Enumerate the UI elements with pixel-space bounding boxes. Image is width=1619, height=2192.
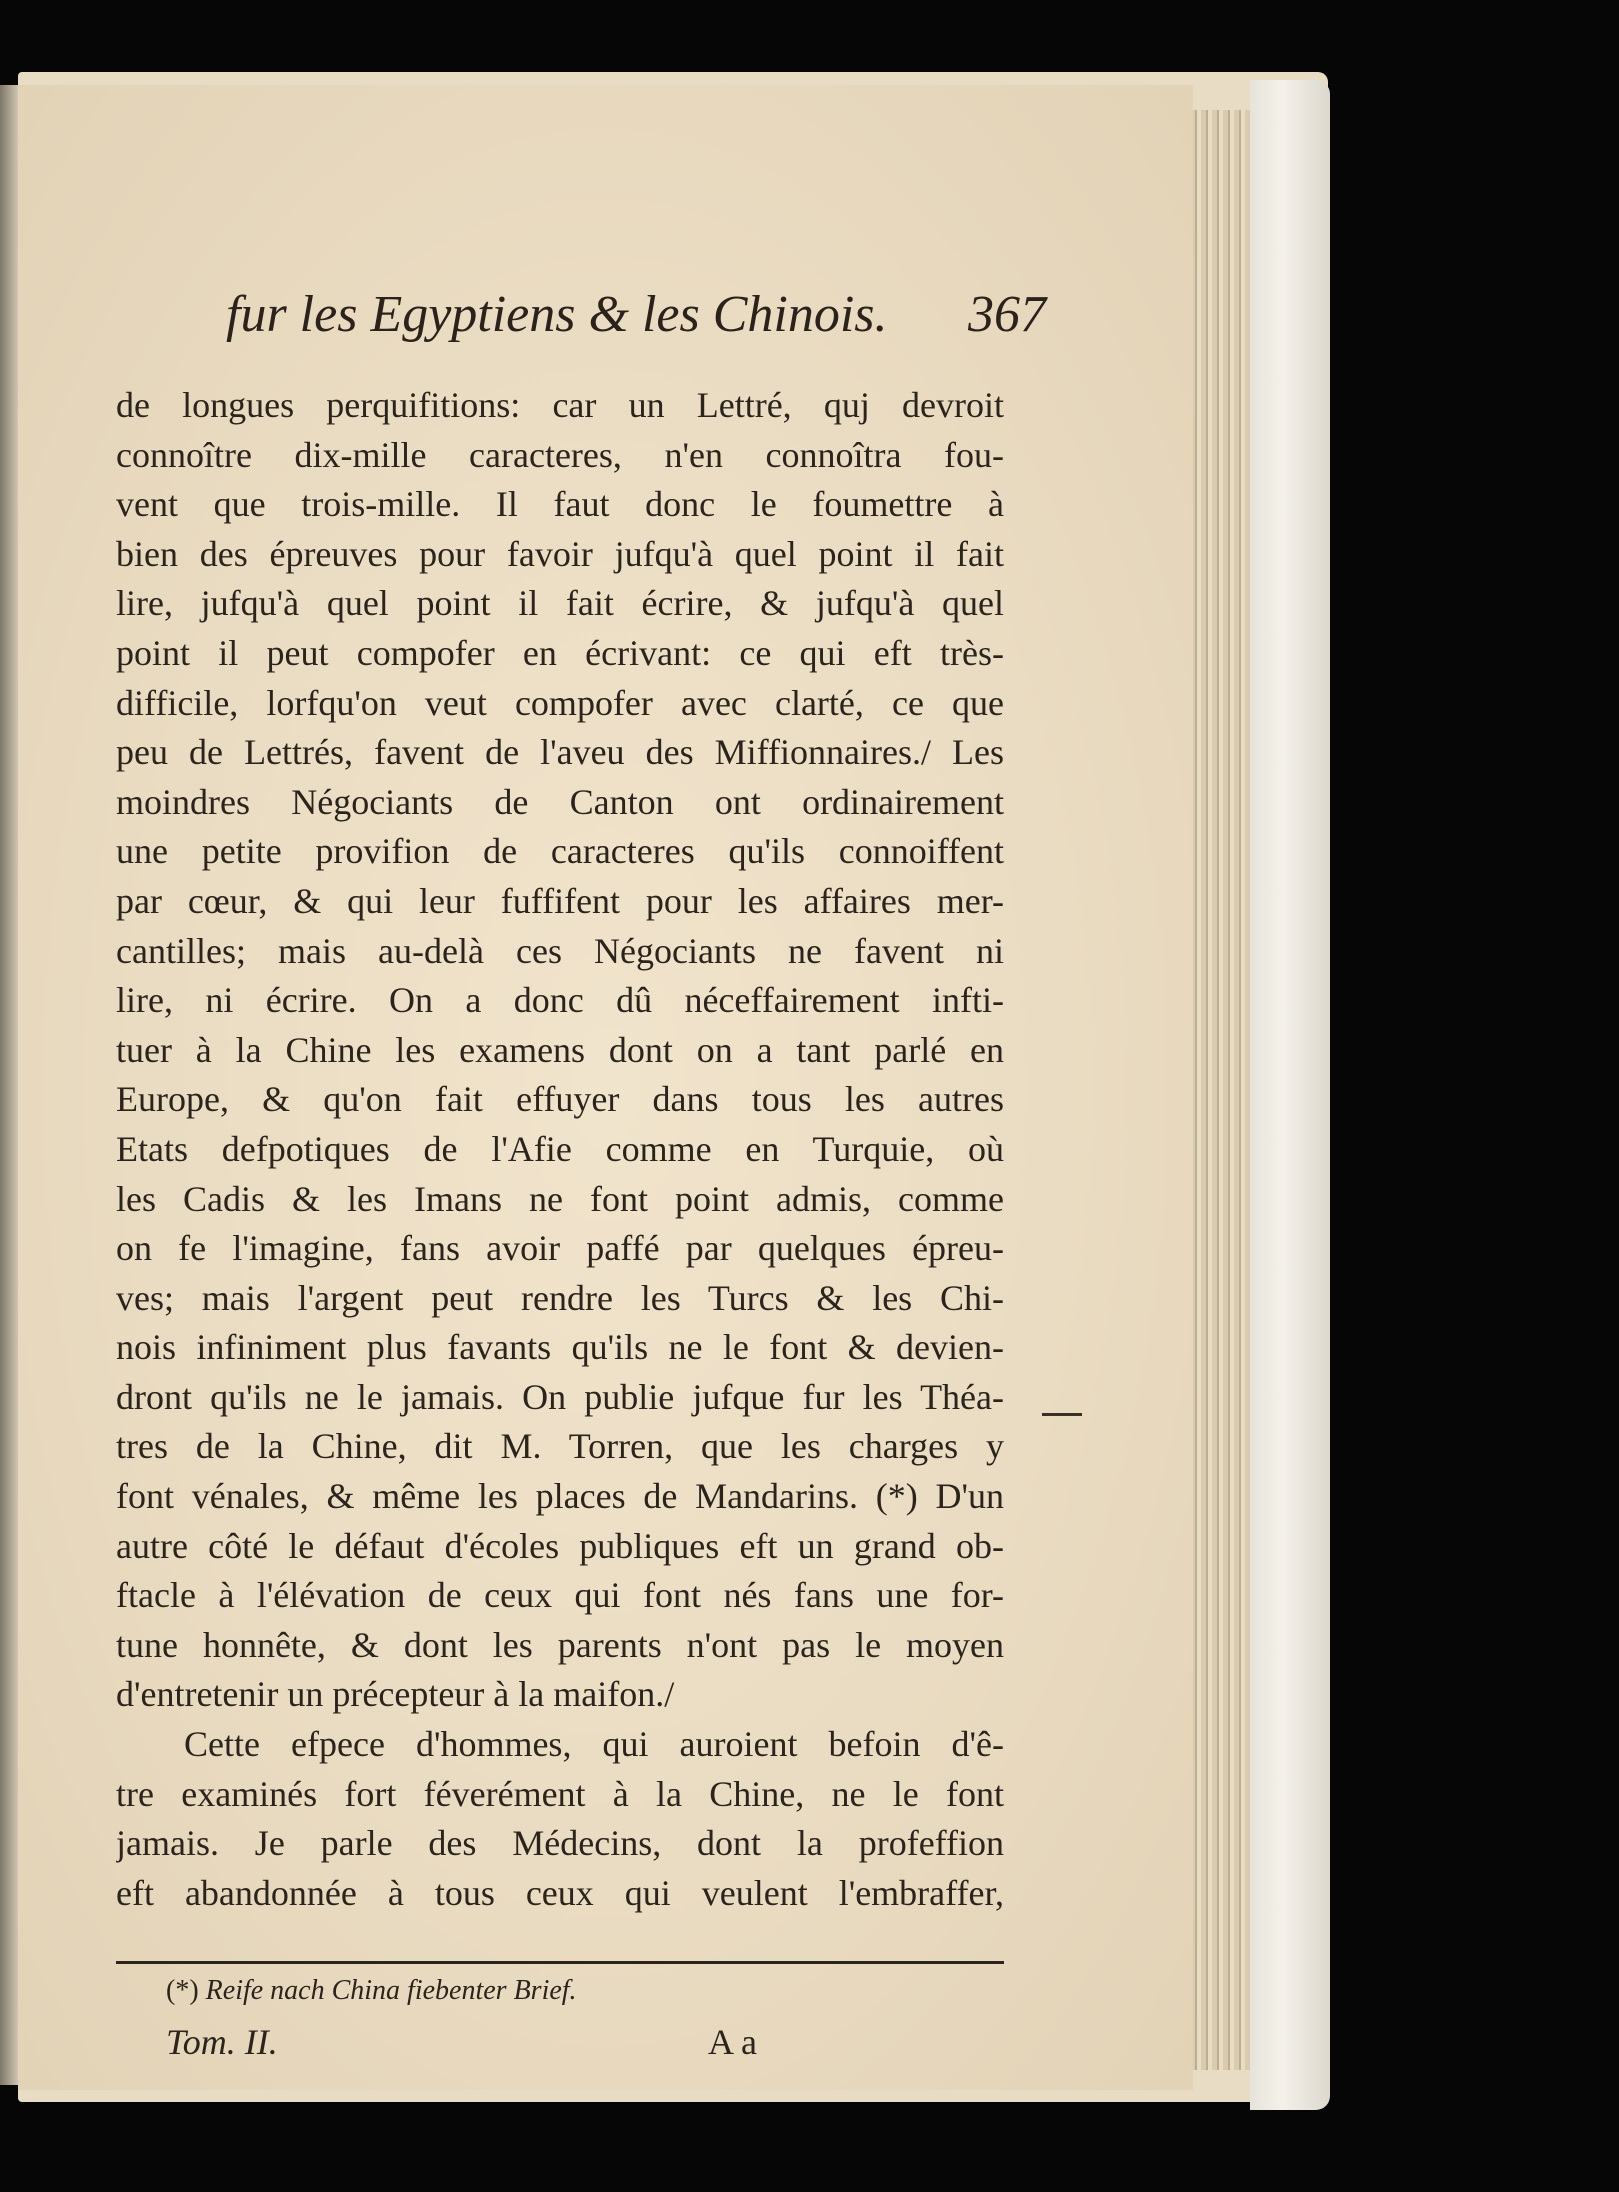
volume-signature: Tom. II. [166,2022,278,2062]
running-title: fur les Egyptiens & les Chinois. [226,286,888,343]
text-line: autre côté le défaut d'écoles publiques eft un grand ob- [116,1525,1004,1566]
text-line: Cette efpece d'hommes, qui auroient befoin d'ê- [184,1724,1004,1765]
text-line: lire, jufqu'à quel point il fait écrire, & jufqu'à quel [116,583,1004,624]
page-number: 367 [968,286,1046,343]
footnote [166,1975,577,2007]
text-line: font vénales, & même les places de Mandarins. (*) D'un [116,1476,1004,1517]
text-line: les Cadis & les Imans ne font point admis, comme [116,1178,1004,1219]
text-line: nois infiniment plus favants qu'ils ne le font & devien- [116,1327,1004,1368]
margin-mark [1042,1413,1082,1416]
text-line: moindres Négociants de Canton ont ordinairement [116,781,1004,822]
text-line: on fe l'imagine, fans avoir paffé par quelques épreu- [116,1228,1004,1269]
facing-page-edge [0,85,18,2085]
page-header [226,285,1046,355]
page [18,85,1193,2090]
text-line: par cœur, & qui leur fuffifent pour les affaires mer- [116,880,1004,921]
text-line: ftacle à l'élévation de ceux qui font nés fans une for- [116,1575,1004,1616]
text-line: tuer à la Chine les examens dont on a tant parlé en [116,1029,1004,1070]
text-line: eft abandonnée à tous ceux qui veulent l'embraffer, [116,1872,1004,1913]
text-line: point il peut compofer en écrivant: ce qui eft très- [116,632,1004,673]
text-line: bien des épreuves pour favoir jufqu'à quel point il fait [116,533,1004,574]
body-text [116,381,1004,1918]
text-line: tres de la Chine, dit M. Torren, que les charges y [116,1426,1004,1467]
text-line: vent que trois-mille. Il faut donc le foumettre à [116,484,1004,525]
text-line: difficile, lorfqu'on veut compofer avec clarté, ce que [116,682,1004,723]
text-line: Etats defpotiques de l'Afie comme en Turquie, où [116,1128,1004,1169]
text-line: Europe, & qu'on fait effuyer dans tous les autres [116,1079,1004,1120]
text-line: connoître dix-mille caracteres, n'en connoîtra fou- [116,434,1004,475]
signature-mark: A a [708,2022,757,2062]
text-line: tune honnête, & dont les parents n'ont pas le moyen [116,1624,1004,1665]
text-line: lire, ni écrire. On a donc dû néceffairement infti- [116,980,1004,1021]
footnote-marker: (*) [166,1975,199,2006]
text-line: une petite provifion de caracteres qu'ils connoiffent [116,831,1004,872]
text-line: peu de Lettrés, favent de l'aveu des Miffionnaires./ Les [116,732,1004,773]
text-line: cantilles; mais au-delà ces Négociants ne favent ni [116,930,1004,971]
footnote-text: Reife nach China fiebenter Brief. [205,1975,577,2006]
text-line: de longues perquifitions: car un Lettré, quj devroit [116,385,1004,425]
text-line: ves; mais l'argent peut rendre les Turcs & les Chi- [116,1277,1004,1318]
text-line: dront qu'ils ne le jamais. On publie jufque fur les Théa- [116,1376,1004,1417]
footnote-rule [116,1961,1004,1964]
page-edges [1190,110,1250,2070]
cover-board [1250,80,1330,2110]
text-line: jamais. Je parle des Médecins, dont la profeffion [116,1823,1004,1864]
text-line: tre examinés fort féverément à la Chine, ne le font [116,1773,1004,1814]
text-line: d'entretenir un précepteur à la maifon./ [116,1674,675,1715]
